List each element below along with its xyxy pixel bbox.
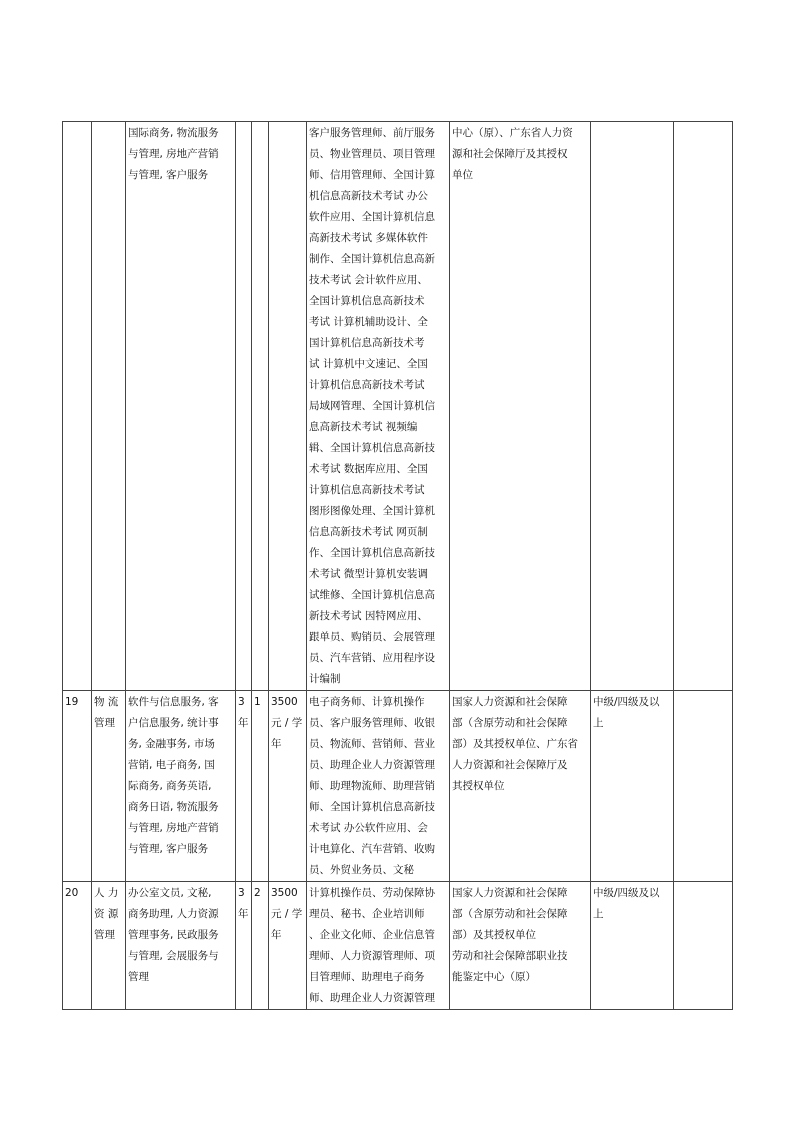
cell-related-majors: 国际商务, 物流服务 与管理, 房地产营销 与管理, 客户服务 <box>126 122 236 691</box>
cell-years: 3 年 <box>236 882 252 1010</box>
cell-certificates: 客户服务管理师、前厅服务 员、物业管理员、项目管理 师、信用管理师、全国计算 机信息高新技术考试 办公 软件应用、全国计算机信息 高新技术考试 多媒体软件 制作、全国计算机信息高新 技术考试 会计软件应用、 全国计算机信息高新技术 考试 计算机辅助设计、全 国计算机信息高新技术考 试 计算机中文速记、全国 计算机信息高新技术考试 局域网管理、全国计算机信 息高新技术考试 视频编 辑、全国计算机信息高新技 术考试 数据库应用、全国 计算机信息高新技术考试 图形图像处理、全国计算机 信息高新技术考试 网页制 作、全国计算机信息高新技 术考试 微型计算机安装调 试维修、全国计算机信息高 新技术考试 因特网应用、 跟单员、购销员、会展管理 员、汽车营销、应用程序设 计编制 <box>307 122 450 691</box>
cell-blank <box>674 691 733 882</box>
majors-table <box>62 121 733 1010</box>
cell-related-majors: 软件与信息服务, 客 户信息服务, 统计事 务, 金融事务, 市场 营销, 电子商务, 国 际商务, 商务英语, 商务日语, 物流服务 与管理, 房地产营销 与管理, 客户服务 <box>126 691 236 882</box>
cell-certificates: 电子商务师、计算机操作 员、客户服务管理师、收银 员、物流师、营销师、营业 员、助理企业人力资源管理 师、助理物流师、助理营销 师、全国计算机信息高新技 术考试 办公软件应用、会 计电算化、汽车营销、收购 员、外贸业务员、文秘 <box>307 691 450 882</box>
cell-fee: 3500 元 / 学 年 <box>269 882 307 1010</box>
cell-no: 20 <box>63 882 92 1010</box>
cell-blank <box>674 122 733 691</box>
cell-blank <box>674 882 733 1010</box>
cell-major: 人 力 资 源 管理 <box>92 882 126 1010</box>
table-row <box>63 122 733 691</box>
cell-level: 中级/四级及以 上 <box>591 882 674 1010</box>
cell-no: 19 <box>63 691 92 882</box>
cell-major <box>92 122 126 691</box>
cell-certificates: 计算机操作员、劳动保障协 理员、秘书、企业培训师 、企业文化师、企业信息管 理师、人力资源管理师、项 目管理师、助理电子商务 师、助理企业人力资源管理 <box>307 882 450 1010</box>
cell-count: 1 <box>252 691 269 882</box>
cell-years <box>236 122 252 691</box>
cell-major: 物 流 管理 <box>92 691 126 882</box>
cell-level: 中级/四级及以 上 <box>591 691 674 882</box>
cell-related-majors: 办公室文员, 文秘, 商务助理, 人力资源 管理事务, 民政服务 与管理, 会展服务与 管理 <box>126 882 236 1010</box>
cell-level <box>591 122 674 691</box>
table-row <box>63 882 733 1010</box>
cell-issuer: 中心（原）、广东省人力资 源和社会保障厅及其授权 单位 <box>450 122 591 691</box>
table-row <box>63 691 733 882</box>
cell-fee <box>269 122 307 691</box>
cell-fee: 3500 元 / 学 年 <box>269 691 307 882</box>
document-page <box>62 121 732 1010</box>
cell-issuer: 国家人力资源和社会保障 部（含原劳动和社会保障 部）及其授权单位 劳动和社会保障部职业技 能鉴定中心（原） <box>450 882 591 1010</box>
cell-count: 2 <box>252 882 269 1010</box>
cell-count <box>252 122 269 691</box>
cell-issuer: 国家人力资源和社会保障 部（含原劳动和社会保障 部）及其授权单位、广东省 人力资源和社会保障厅及 其授权单位 <box>450 691 591 882</box>
cell-no <box>63 122 92 691</box>
cell-years: 3 年 <box>236 691 252 882</box>
